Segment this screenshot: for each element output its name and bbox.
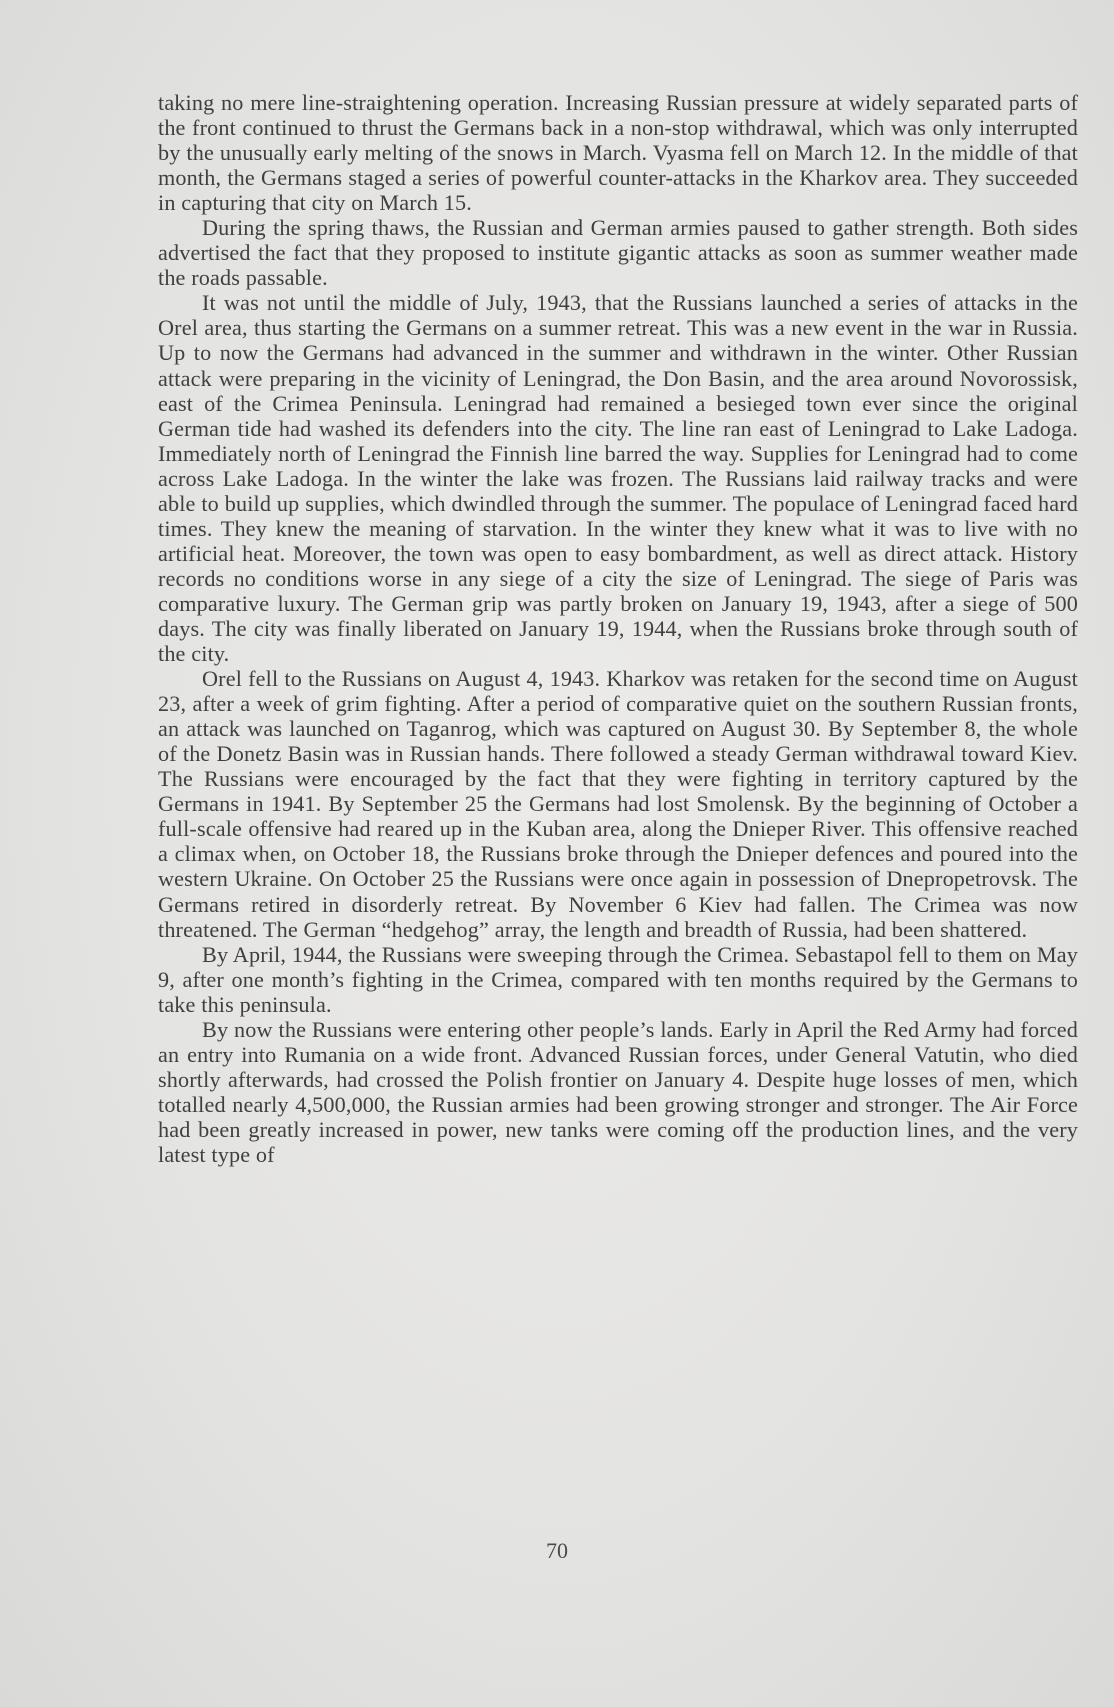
paragraph-5: By April, 1944, the Russians were sweeping through the Crimea. Sebastapol fell to them on May 9, after one month’s fighting in the Crimea, compared with ten months required by the Germans to take this peninsula. bbox=[158, 941, 1078, 1017]
paragraph-3: It was not until the middle of July, 1943, that the Russians launched a series of attacks in the Orel area, thus starting the Germans on a summer retreat. This was a new event in the war in Russia. Up to now the Germans had advanced in the summer and withdrawn in the winter. Other Russian attack were preparing in the vicinity of Leningrad, the Don Basin, and the area around Novorossisk, east of the Crimea Peninsula. Leningrad had remained a besieged town ever since the original German tide had washed its defenders into the city. The line ran east of Leningrad to Lake Ladoga. Immediately north of Leningrad the Finnish line barred the way. Supplies for Leningrad had to come across Lake Ladoga. In the winter the lake was frozen. The Russians laid railway tracks and were able to build up supplies, which dwindled through the summer. The populace of Leningrad faced hard times. They knew the meaning of starvation. In the winter they knew what it was to live with no artificial heat. Moreover, the town was open to easy bombardment, as well as direct attack. History records no conditions worse in any siege of a city the size of Leningrad. The siege of Paris was comparative luxury. The German grip was partly broken on January 19, 1943, after a siege of 500 days. The city was finally liberated on January 19, 1944, when the Russians broke through south of the city. bbox=[158, 290, 1078, 667]
page-number: 70 bbox=[546, 1538, 568, 1563]
paragraph-2: During the spring thaws, the Russian and German armies paused to gather strength. Both sides advertised the fact that they proposed to institute gigantic attacks as soon as summer weather made the roads passable. bbox=[158, 215, 1078, 291]
paragraph-6: By now the Russians were entering other people’s lands. Early in April the Red Army had forced an entry into Rumania on a wide front. Advanced Russian forces, under General Vatutin, who died shortly afterwards, had crossed the Polish frontier on January 4. Despite huge losses of men, which totalled nearly 4,500,000, the Russian armies had been growing stronger and stronger. The Air Force had been greatly increased in power, new tanks were coming off the production lines, and the very latest type of bbox=[158, 1016, 1078, 1167]
paragraph-1: taking no mere line-straightening operation. Increasing Russian pressure at widely separated parts of the front continued to thrust the Germans back in a non-stop withdrawal, which was only interrupted by the unusually early melting of the snows in March. Vyasma fell on March 12. In the middle of that month, the Germans staged a series of powerful counter-attacks in the Kharkov area. They succeeded in capturing that city on March 15. bbox=[158, 90, 1078, 216]
paragraph-4: Orel fell to the Russians on August 4, 1943. Kharkov was retaken for the second time on August 23, after a week of grim fighting. After a period of comparative quiet on the southern Russian fronts, an attack was launched on Taganrog, which was captured on August 30. By September 8, the whole of the Donetz Basin was in Russian hands. There followed a steady German withdrawal toward Kiev. The Russians were encouraged by the fact that they were fighting in territory captured by the Germans in 1941. By September 25 the Germans had lost Smolensk. By the beginning of October a full-scale offensive had reared up in the Kuban area, along the Dnieper River. This offensive reached a climax when, on October 18, the Russians broke through the Dnieper defences and poured into the western Ukraine. On October 25 the Russians were once again in possession of Dnepropetrovsk. The Germans retired in disorderly retreat. By November 6 Kiev had fallen. The Crimea was now threatened. The German “hedgehog” array, the length and breadth of Russia, had been shattered. bbox=[158, 666, 1078, 942]
body-text bbox=[158, 90, 1078, 1167]
